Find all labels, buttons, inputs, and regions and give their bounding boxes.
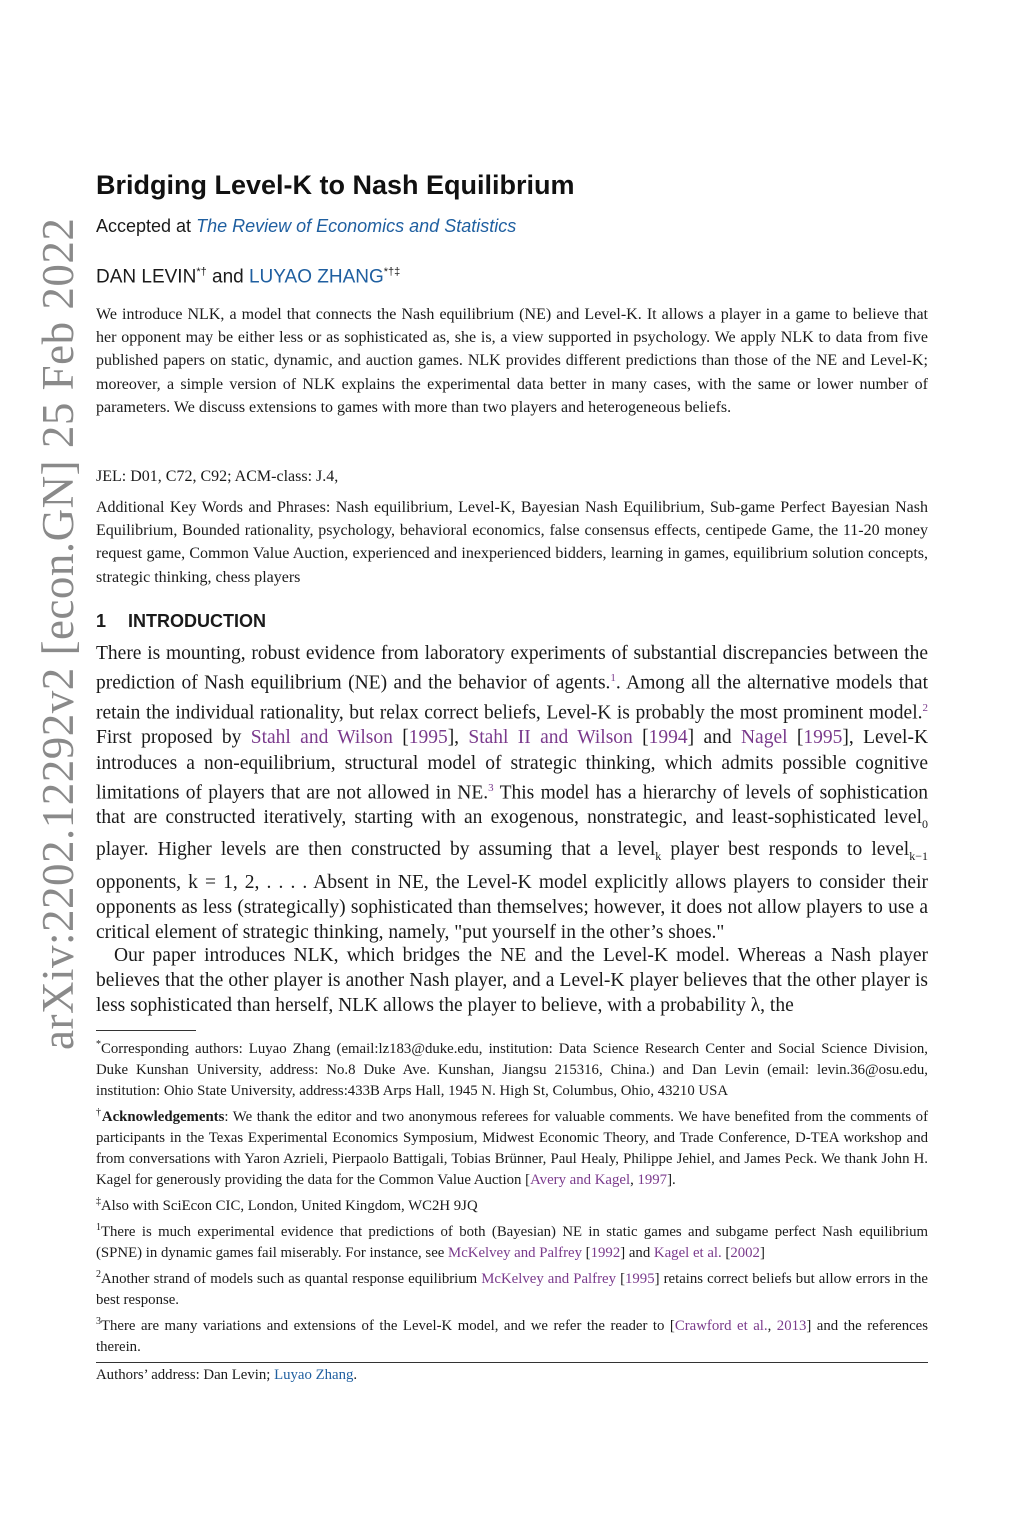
citation-year[interactable]: 1994 <box>648 727 688 749</box>
footnote-2: $^2$Another strand of models such as quantal response equilibrium McKelvey and Palfrey [1995] retains correct beliefs but allow errors in the best response. <box>96 1268 928 1308</box>
footnote-text: and <box>625 1244 654 1261</box>
subscript: k <box>655 849 662 864</box>
address-divider <box>96 1362 928 1363</box>
intro-text: player best responds to level <box>661 839 910 861</box>
citation-year[interactable]: 1995 <box>408 727 448 749</box>
footnote-3: $^3$There are many variations and extensions of the Level-K model, and we refer the reader to [Crawford et al., 2013] and the references therein. <box>96 1315 929 1355</box>
footnote-ref-1[interactable]: 1 <box>610 672 616 685</box>
intro-text: and <box>694 727 741 749</box>
footnote-also <box>96 1191 928 1217</box>
citation-kagel-et-al[interactable]: Kagel et al. <box>653 1244 722 1261</box>
subscript: k−1 <box>909 849 928 864</box>
footnote-text: ]. <box>667 1171 676 1188</box>
journal-link[interactable]: The Review of Economics and Statistics <box>196 216 517 236</box>
footnote-mark: 2 <box>96 1268 101 1280</box>
footnote-text: Corresponding authors: Luyao Zhang (email:lz183@duke.edu, institution: Data Science Research Center and Social Science Division, Duke Kunshan University, address: No.8 Duke Ave. Kunshan, Jiangsu 215316, China.) and Dan Levin (email: levin.36@osu.edu, institution: Ohio State University, address:433B Arps Hall, 1945 N. High St, Columbus, Ohio, 43210 USA <box>96 1040 928 1099</box>
section-title: INTRODUCTION <box>128 611 266 631</box>
footnote-ref-3[interactable]: 3 <box>488 781 494 794</box>
footnote-text: Also with SciEcon CIC, London, United Kingdom, WC2H 9JQ <box>101 1197 478 1214</box>
footnote-text: There is much experimental evidence that predictions of both (Bayesian) NE in static games and subgame perfect Nash equilibrium (SPNE) in dynamic games fail miserably. For instance, see <box>96 1223 928 1261</box>
citation-crawford-et-al[interactable]: Crawford et al. <box>674 1317 768 1334</box>
footnote-corresponding <box>96 1034 928 1102</box>
citation-year[interactable]: 2002 <box>730 1244 760 1261</box>
citation-year[interactable]: 1995 <box>625 1270 655 1287</box>
paper-title: Bridging Level-K to Nash Equilibrium <box>96 170 575 200</box>
citation-avery-kagel[interactable]: Avery and Kagel <box>530 1171 631 1188</box>
citation-mckelvey-palfrey-1992[interactable]: McKelvey and Palfrey <box>448 1244 582 1261</box>
footnote-mark: 1 <box>96 1221 101 1233</box>
footnote-text: There are many variations and extensions of the Level-K model, and we refer the reader to [ <box>101 1317 675 1334</box>
author-levin: DAN LEVIN <box>96 266 197 288</box>
authors-address <box>96 1367 357 1384</box>
footnote-text: retains correct beliefs but allow errors in the best response. <box>96 1270 928 1308</box>
author-conjunction: and <box>212 266 244 288</box>
footnote-mark: * <box>96 1039 101 1050</box>
acceptance-note <box>96 216 516 237</box>
jel-codes: JEL: D01, C72, C92; ACM-class: J.4, <box>96 468 339 485</box>
address-text: Authors’ address: Dan Levin; <box>96 1367 275 1383</box>
citation-mckelvey-palfrey-1995[interactable]: McKelvey and Palfrey <box>481 1270 616 1287</box>
intro-text: First proposed by <box>96 727 251 749</box>
footnote-mark: 3 <box>96 1315 101 1327</box>
citation-year[interactable]: 1997 <box>637 1171 668 1188</box>
citation-year[interactable]: 1992 <box>590 1244 621 1261</box>
intro-text: opponents, k = 1, 2, . . . . Absent in NE, the Level-K model explicitly allows players to consider their opponents as less (strategically) sophisticated than themselves; however, it does not allow players to use a critical element of strategic thinking, namely, "put yourself in the other’s shoes." <box>96 871 928 943</box>
footnote-divider <box>96 1030 196 1031</box>
footnote-text: ] and the references therein. <box>96 1317 929 1355</box>
footnote-1: $^1$There is much experimental evidence that predictions of both (Bayesian) NE in static games and subgame perfect Nash equilibrium (SPNE) in dynamic games fail miserably. For instance, see McKelvey and Palfrey [1992] and Kagel et al. [2002] <box>96 1221 928 1261</box>
footnote-text: Another strand of models such as quantal response equilibrium <box>101 1270 482 1287</box>
footnote-text: : We thank the editor and two anonymous referees for valuable comments. We have benefited from the comments of participants in the Texas Experimental Economics Symposium, Midwest Economic Theory, and Trade Conference, D-TEA workshop and from conversations with Yaron Azrieli, Pierpaolo Battigali, Tobias Brünner, Paul Healy, Philippe Jehiel, and James Peck. We thank John H. Kagel for generously providing the data for the Common Value Auction [ <box>96 1108 929 1188</box>
footnotes <box>96 1034 928 1358</box>
citation-stahl-wilson[interactable]: Stahl and Wilson <box>250 727 393 749</box>
subscript: 0 <box>922 817 928 832</box>
acceptance-prefix: Accepted at <box>96 216 192 236</box>
abstract: We introduce NLK, a model that connects the Nash equilibrium (NE) and Level-K. It allows a player in a game to believe that her opponent may be either less or as sophisticated as, she is, a view supported in psychology. We apply NLK to data from five published papers on static, dynamic, and auction games. NLK provides different predictions than those of the NE and Level-K; moreover, a simple version of NLK explains the experimental data better in many cases, with the same or lower number of parameters. We discuss extensions to games with more than two players and heterogeneous beliefs. <box>96 306 928 416</box>
footnote-acknowledgements: †Acknowledgements: We thank the editor and two anonymous referees for valuable comments. We have benefited from the comments of participants in the Texas Experimental Economics Symposium, Midwest Economic Theory, and Trade Conference, D-TEA workshop and from conversations with Yaron Azrieli, Pierpaolo Battigali, Tobias Brünner, Paul Healy, Philippe Jehiel, and James Peck. We thank John H. Kagel for generously providing the data for the Common Value Auction [Avery and Kagel, 1997]. <box>96 1106 929 1188</box>
arxiv-identifier: arXiv:2202.12292v2 [econ.GN] 25 Feb 2022 <box>33 217 83 1050</box>
address-text: . <box>353 1367 358 1383</box>
intro-text: . Among all the alternative models that retain the individual rationality, but relax correct beliefs, Level-K is probably the most prominent model. <box>96 672 929 724</box>
author-zhang-link[interactable]: LUYAO ZHANG <box>248 266 384 288</box>
address-link-zhang[interactable]: Luyao Zhang <box>274 1367 354 1383</box>
intro-text: There is mounting, robust evidence from laboratory experiments of substantial discrepancies between the prediction of Nash equilibrium (NE) and the behavior of agents. <box>96 643 928 694</box>
citation-nagel[interactable]: Nagel <box>740 727 788 749</box>
section-number: 1 <box>96 611 107 631</box>
intro-text: This model has a hierarchy of levels of sophistication that are constructed iteratively, starting with an exogenous, nonstrategic, and least-sophisticated level <box>96 782 929 829</box>
citation-stahl-ii-wilson[interactable]: Stahl II and Wilson <box>468 727 633 749</box>
footnote-label: Acknowledgements <box>101 1108 225 1125</box>
footnote-ref-2[interactable]: 2 <box>922 701 928 714</box>
keywords: Additional Key Words and Phrases: Nash equilibrium, Level-K, Bayesian Nash Equilibrium, Sub-game Perfect Bayesian Nash Equilibrium, Bounded rationality, psychology, behavioral economics, false consensus effects, centipede Game, the 11-20 money request game, Common Value Auction, experienced and inexperienced bidders, learning in games, equilibrium solution concepts, strategic thinking, chess players <box>96 499 928 586</box>
author-levin-marks: *† <box>196 266 207 278</box>
intro-text: player. Higher levels are then constructed by assuming that a level <box>96 839 656 861</box>
footnote-mark: † <box>96 1106 102 1118</box>
citation-year[interactable]: 2013 <box>776 1317 807 1334</box>
footnote-mark: ‡ <box>96 1195 101 1207</box>
intro-text: , Level-K introduces a non-equilibrium, structural model of strategic thinking, which admits possible cognitive limitations of players that are not allowed in NE. <box>96 727 929 804</box>
intro-paragraph-2: Our paper introduces NLK, which bridges the NE and the Level-K model. Whereas a Nash player believes that the other player is another Nash player, and a Level-K player believes that the other player is less sophisticated than herself, NLK allows the player to believe, with a probability λ, the <box>96 945 928 1017</box>
citation-year[interactable]: 1995 <box>803 727 843 749</box>
intro-paragraph-1: There is mounting, robust evidence from laboratory experiments of substantial discrepancies between the prediction of Nash equilibrium (NE) and the behavior of agents.$^1$. Among all the alternative models that retain the individual rationality, but relax correct beliefs, Level-K is probably the most prominent model.$^2$ First proposed by Stahl and Wilson [1995], Stahl II and Wilson [1994] and Nagel [1995], Level-K introduces a non-equilibrium, structural model of strategic thinking, which admits possible cognitive limitations of players that are not allowed in NE.$^3$ This model has a hierarchy of levels of sophistication that are constructed iteratively, starting with an exogenous, nonstrategic, and least-sophisticated level$_0$ player. Higher levels are then constructed by assuming that a level$_k$ player best responds to level$_{k-1}$ opponents, k = 1, 2, . . . . Absent in NE, the Level-K model explicitly allows players to consider their opponents as less (strategically) sophisticated than themselves; however, it does not allow players to use a critical element of strategic thinking, namely, "put yourself in the other’s shoes." <box>96 643 929 943</box>
author-zhang-marks: *†‡ <box>383 266 401 278</box>
section-heading <box>96 611 266 632</box>
author-list <box>96 266 400 288</box>
